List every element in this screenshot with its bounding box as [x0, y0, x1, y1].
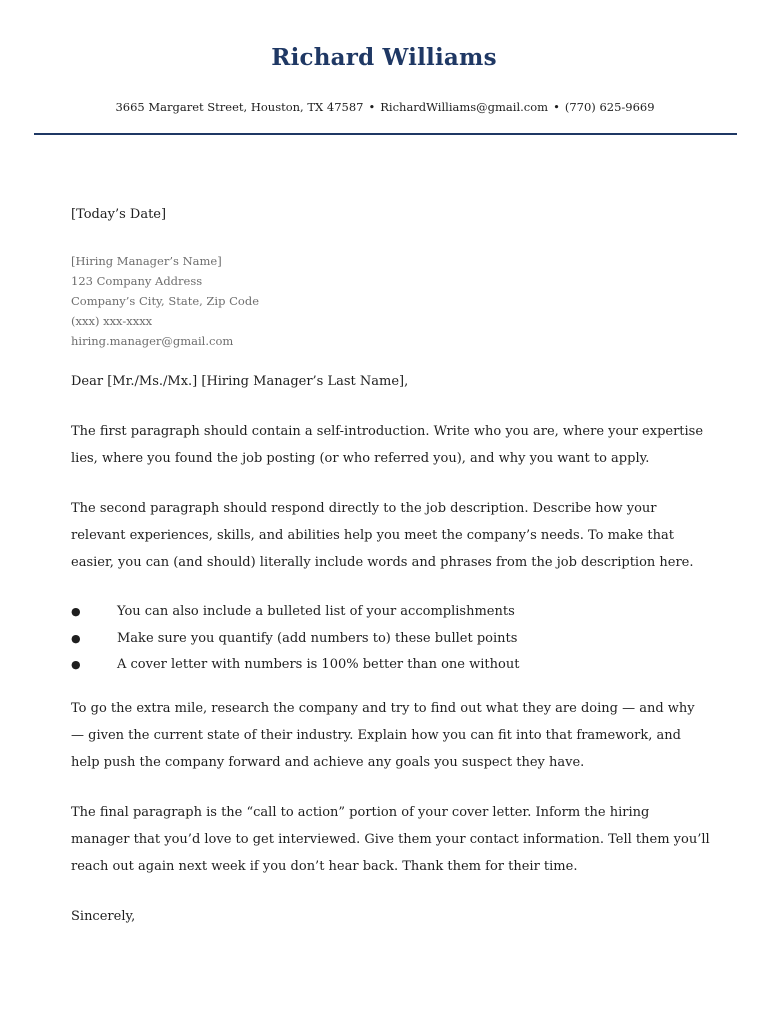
sender-name: Richard Williams	[271, 44, 497, 71]
contact-line	[0, 100, 768, 114]
recipient-block	[71, 251, 711, 351]
list-item	[71, 599, 711, 626]
letter-body	[71, 201, 711, 930]
paragraph-job-description: The second paragraph should respond directly to the job description. Describe how your relevant experiences, skills, and abilities help you meet the company’s needs. To make that easier, you can (and should) literally include words and phrases from the job description here.	[71, 501, 694, 570]
paragraph-research: To go the extra mile, research the company and try to find out what they are doing — and why — given the current state of their industry. Explain how you can fit into that framework, and help push the company forward and achieve any goals you suspect they have.	[71, 700, 695, 770]
bullet-icon: ●	[71, 605, 81, 618]
list-item	[71, 626, 711, 653]
bullet-icon: ●	[71, 658, 81, 671]
recipient-name: [Hiring Manager’s Name]	[71, 254, 222, 268]
sender-email: RichardWilliams@gmail.com	[380, 100, 549, 114]
list-item-text: You can also include a bulleted list of your accomplishments	[117, 604, 515, 619]
salutation: Dear [Mr./Ms./Mx.] [Hiring Manager’s Last Name],	[71, 374, 409, 389]
accomplishment-list	[71, 599, 711, 679]
contact-separator: •	[368, 100, 376, 114]
list-item	[71, 652, 711, 679]
list-item-text: Make sure you quantify (add numbers to) these bullet points	[117, 630, 518, 646]
paragraph-call-to-action: The final paragraph is the “call to action” portion of your cover letter. Inform the hiring manager that you’d love to get interviewed. Give them your contact information. Tell them you’ll reach out again next week if you don’t hear back. Thank them for their time.	[71, 804, 710, 874]
header-divider	[34, 133, 737, 135]
sender-phone: (770) 625-9669	[564, 100, 655, 114]
letter-date: [Today’s Date]	[71, 207, 167, 222]
bullet-icon: ●	[71, 631, 81, 645]
sender-address: 3665 Margaret Street, Houston, TX 47587	[115, 100, 364, 114]
paragraph-intro: The first paragraph should contain a self-introduction. Write who you are, where your expertise lies, where you found the job posting (or who referred you), and why you want to apply.	[71, 424, 704, 466]
recipient-city: Company’s City, State, Zip Code	[71, 294, 260, 308]
recipient-email: hiring.manager@gmail.com	[71, 334, 234, 348]
contact-separator: •	[553, 100, 560, 114]
closing: Sincerely,	[71, 908, 136, 924]
recipient-phone: (xxx) xxx-xxxx	[71, 314, 153, 328]
list-item-text: A cover letter with numbers is 100% better than one without	[117, 657, 520, 672]
recipient-address: 123 Company Address	[71, 274, 203, 288]
